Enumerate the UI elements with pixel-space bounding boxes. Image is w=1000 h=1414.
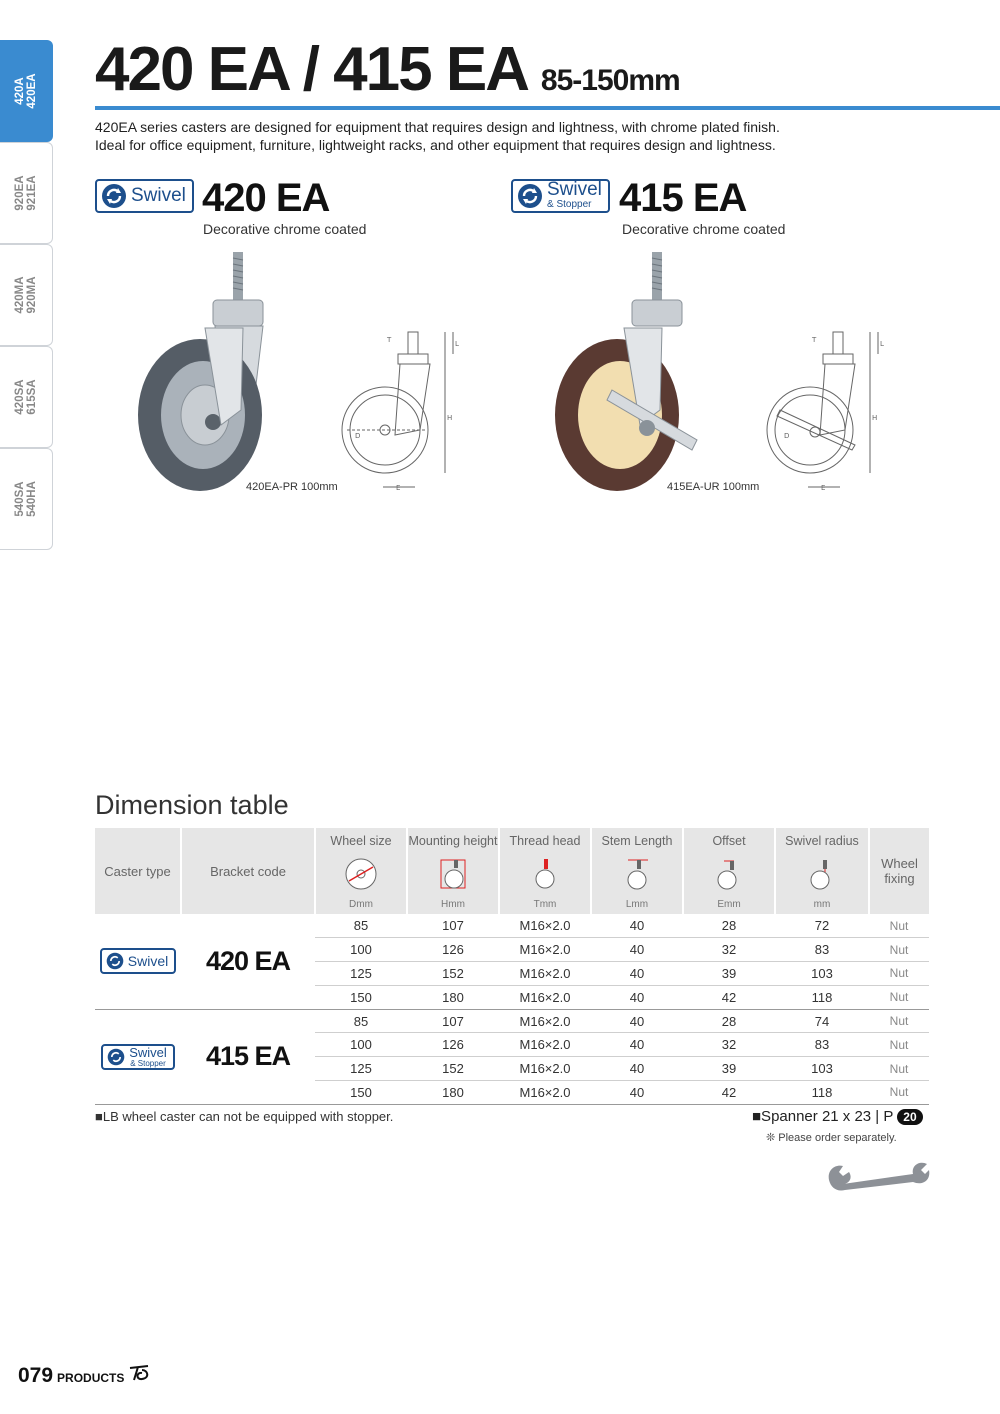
swivel-badge [95, 179, 194, 213]
wheel-size-cell: 85 [315, 914, 407, 938]
spanner-icon [825, 1152, 931, 1194]
side-tab-540sa[interactable] [0, 448, 53, 550]
offset-icon [712, 857, 746, 891]
stem-length-cell: 40 [591, 1081, 683, 1105]
spanner-note [752, 1108, 923, 1125]
wheel-size-cell: 100 [315, 1033, 407, 1057]
bracket-code-cell [181, 914, 315, 1009]
svg-text:D: D [784, 432, 790, 440]
stem-length-cell: 40 [591, 938, 683, 962]
mounting-height-cell: 152 [407, 962, 499, 986]
thread-head-cell: M16×2.0 [499, 1081, 591, 1105]
table-row [95, 1009, 929, 1033]
mounting-height-cell: 180 [407, 985, 499, 1009]
side-tab-nav [0, 40, 54, 550]
header-label: Offset [712, 834, 746, 848]
side-tab-label: 540SA 540HA [14, 481, 38, 517]
order-note: ❊ Please order separately. [766, 1132, 897, 1144]
side-tab-420sa[interactable] [0, 346, 53, 448]
offset-cell: 28 [683, 914, 775, 938]
svg-text:E: E [821, 484, 826, 492]
wheel-size-icon [344, 857, 378, 891]
swivel-icon [517, 183, 543, 209]
stem-length-cell: 40 [591, 1009, 683, 1033]
thread-head-cell: M16×2.0 [499, 962, 591, 986]
offset-cell: 39 [683, 962, 775, 986]
header-caster-type: Caster type [95, 828, 181, 914]
swivel-radius-cell: 72 [775, 914, 869, 938]
page-footer [18, 1364, 152, 1388]
badge-sublabel: & Stopper [547, 199, 592, 210]
wheel-fixing-cell: Nut [869, 1033, 929, 1057]
header-label: Wheel size [330, 834, 392, 848]
offset-cell: 28 [683, 1009, 775, 1033]
dimension-table [95, 828, 929, 1105]
swivel-radius-cell: 118 [775, 1081, 869, 1105]
wheel-size-cell: 85 [315, 1009, 407, 1033]
stem-length-icon [620, 857, 654, 891]
caster-photo-415ea [552, 250, 712, 495]
footer-label: PRODUCTS [57, 1371, 125, 1385]
svg-text:D: D [355, 432, 361, 440]
wheel-fixing-cell: Nut [869, 962, 929, 986]
caster-type-cell [95, 1009, 181, 1104]
photo-caption: 415EA-UR 100mm [667, 481, 760, 493]
side-tab-label: 420A 420EA [14, 73, 38, 109]
thread-head-cell: M16×2.0 [499, 1057, 591, 1081]
side-tab-label: 420SA 615SA [14, 379, 38, 415]
badge-sublabel: & Stopper [130, 1059, 166, 1069]
bracket-code: 415 EA [205, 1041, 291, 1072]
svg-text:H: H [447, 414, 453, 422]
stem-length-cell: 40 [591, 985, 683, 1009]
svg-text:H: H [872, 414, 878, 422]
svg-text:L: L [455, 340, 459, 348]
table-header-row [95, 828, 929, 914]
mounting-height-cell: 152 [407, 1057, 499, 1081]
swivel-radius-cell: 74 [775, 1009, 869, 1033]
wheel-size-cell: 150 [315, 985, 407, 1009]
svg-text:L: L [880, 340, 884, 348]
mounting-height-cell: 180 [407, 1081, 499, 1105]
dimension-table-title: Dimension table [95, 790, 289, 820]
wheel-size-cell: 100 [315, 938, 407, 962]
header-thread-head [499, 828, 591, 914]
swivel-radius-cell: 103 [775, 1057, 869, 1081]
wheel-size-cell: 125 [315, 1057, 407, 1081]
intro-line-2: Ideal for office equipment, furniture, lightweight racks, and other equipment that requires design and lightness. [95, 137, 776, 153]
swivel-stopper-badge [101, 1044, 175, 1070]
swivel-radius-cell: 83 [775, 938, 869, 962]
swivel-radius-icon [805, 857, 839, 891]
thread-head-cell: M16×2.0 [499, 985, 591, 1009]
product-finish: Decorative chrome coated [203, 221, 367, 237]
svg-text:T: T [387, 336, 392, 344]
dimension-diagram-415ea [760, 330, 900, 495]
swivel-icon [106, 952, 124, 970]
header-unit: Hmm [441, 899, 465, 910]
brand-logo-icon [128, 1364, 152, 1382]
wheel-fixing-cell: Nut [869, 1057, 929, 1081]
header-mounting-height [407, 828, 499, 914]
product-model-415ea: 415 EA [619, 176, 747, 220]
header-bracket-code: Bracket code [181, 828, 315, 914]
side-tab-label: 420MA 920MA [14, 276, 38, 314]
mounting-height-cell: 107 [407, 914, 499, 938]
header-offset [683, 828, 775, 914]
spanner-page-link[interactable]: 20 [897, 1109, 922, 1125]
page-title [95, 34, 680, 105]
side-tab-920ea[interactable] [0, 142, 53, 244]
photo-caption: 420EA-PR 100mm [246, 481, 338, 493]
wheel-fixing-cell: Nut [869, 938, 929, 962]
stopper-note: ■LB wheel caster can not be equipped with stopper. [95, 1109, 394, 1124]
swivel-radius-cell: 83 [775, 1033, 869, 1057]
badge-label: Swivel [131, 185, 186, 206]
header-unit: Lmm [625, 899, 649, 910]
mounting-height-cell: 107 [407, 1009, 499, 1033]
badge-label: Swivel [127, 953, 169, 970]
intro-text [95, 118, 780, 154]
side-tab-label: 920EA 921EA [14, 175, 38, 211]
header-unit: Dmm [349, 899, 373, 910]
table-row [95, 914, 929, 938]
thread-head-icon [528, 857, 562, 891]
header-unit: Emm [717, 899, 741, 910]
caster-photo-420ea [135, 250, 285, 495]
swivel-radius-cell: 118 [775, 985, 869, 1009]
offset-cell: 32 [683, 938, 775, 962]
stem-length-cell: 40 [591, 914, 683, 938]
wheel-fixing-cell: Nut [869, 1081, 929, 1105]
thread-head-cell: M16×2.0 [499, 938, 591, 962]
offset-cell: 32 [683, 1033, 775, 1057]
thread-head-cell: M16×2.0 [499, 1033, 591, 1057]
header-label: Mounting height [408, 834, 498, 848]
bracket-code: 420 EA [205, 945, 291, 976]
title-underline [95, 106, 1000, 110]
side-tab-420a[interactable] [0, 40, 53, 142]
badge-label: Swivel [129, 1045, 167, 1061]
swivel-radius-cell: 103 [775, 962, 869, 986]
size-range: 85-150mm [540, 64, 680, 97]
mounting-height-icon [436, 857, 470, 891]
header-label: Thread head [509, 834, 581, 848]
offset-cell: 39 [683, 1057, 775, 1081]
swivel-stopper-badge [511, 179, 610, 213]
product-finish: Decorative chrome coated [622, 221, 786, 237]
caster-type-cell [95, 914, 181, 1009]
header-stem-length [591, 828, 683, 914]
spanner-text: ■Spanner 21 x 23 | P [752, 1108, 894, 1125]
dimension-diagram-420ea [335, 330, 475, 495]
wheel-size-cell: 150 [315, 1081, 407, 1105]
svg-text:T: T [812, 336, 817, 344]
header-wheel-fixing: Wheel fixing [869, 828, 929, 914]
offset-cell: 42 [683, 1081, 775, 1105]
wheel-size-cell: 125 [315, 962, 407, 986]
title-text: 420 EA / 415 EA [95, 35, 526, 104]
wheel-fixing-cell: Nut [869, 985, 929, 1009]
stem-length-cell: 40 [591, 962, 683, 986]
badge-label: Swivel [547, 179, 602, 200]
page-number: 079 [18, 1364, 54, 1387]
swivel-icon [101, 183, 127, 209]
intro-line-1: 420EA series casters are designed for equipment that requires design and lightness, with chrome plated finish. [95, 119, 780, 135]
mounting-height-cell: 126 [407, 938, 499, 962]
thread-head-cell: M16×2.0 [499, 1009, 591, 1033]
header-wheel-size [315, 828, 407, 914]
header-unit: Tmm [533, 899, 557, 910]
header-label: Stem Length [601, 834, 673, 848]
wheel-fixing-cell: Nut [869, 914, 929, 938]
swivel-icon [107, 1048, 125, 1066]
svg-text:E: E [396, 484, 401, 492]
stem-length-cell: 40 [591, 1057, 683, 1081]
header-swivel-radius [775, 828, 869, 914]
header-label: Swivel radius [785, 834, 859, 848]
mounting-height-cell: 126 [407, 1033, 499, 1057]
offset-cell: 42 [683, 985, 775, 1009]
thread-head-cell: M16×2.0 [499, 914, 591, 938]
side-tab-420ma[interactable] [0, 244, 53, 346]
bracket-code-cell [181, 1009, 315, 1104]
wheel-fixing-cell: Nut [869, 1009, 929, 1033]
stem-length-cell: 40 [591, 1033, 683, 1057]
swivel-badge [100, 948, 176, 974]
header-unit: mm [813, 899, 831, 910]
product-model-420ea: 420 EA [202, 176, 330, 220]
